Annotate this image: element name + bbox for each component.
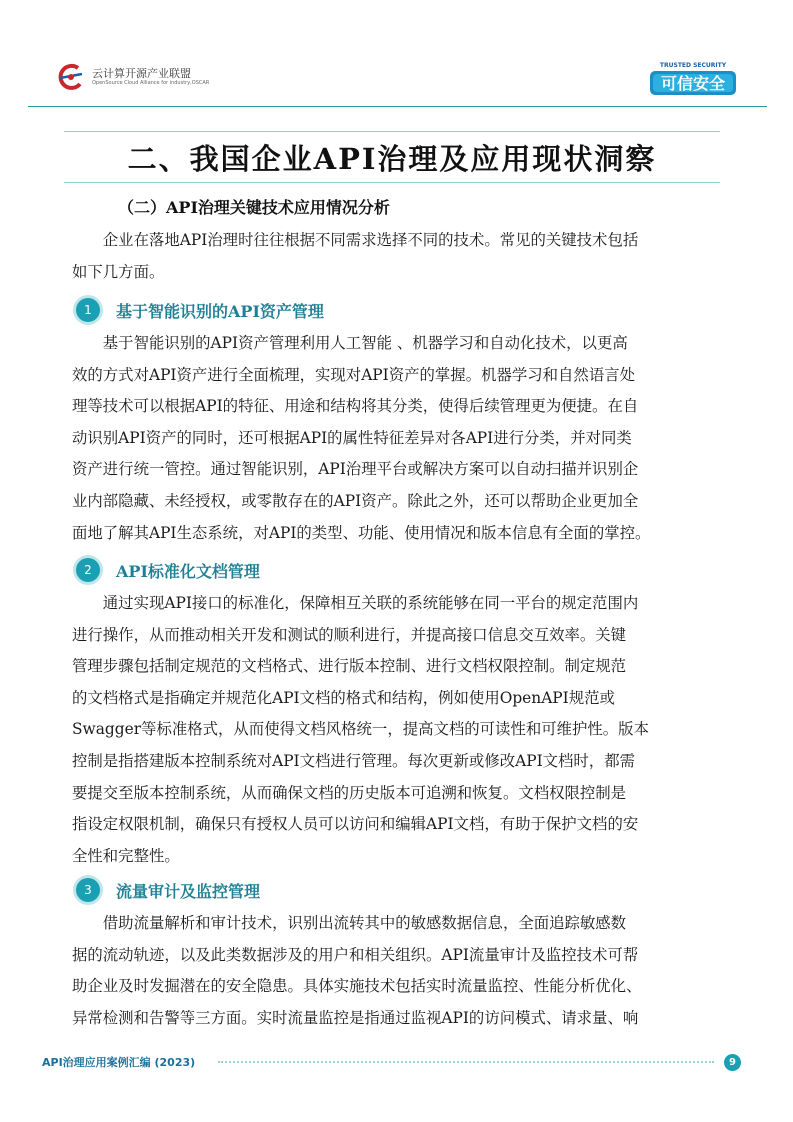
section-title: API标准化文档管理 — [116, 561, 260, 581]
section-1-paragraph — [72, 328, 722, 549]
header-divider — [28, 106, 767, 107]
text-line: 效的方式对API资产进行全面梳理，实现对API资产的掌握。机器学习和自然语言处 — [72, 365, 635, 384]
footer-dotted-rule — [218, 1061, 714, 1063]
section-3-paragraph — [72, 908, 722, 1034]
section-2-paragraph — [72, 588, 722, 872]
text-line: 进行操作，从而推动相关开发和测试的顺利进行，并提高接口信息交互效率。关键 — [72, 625, 627, 644]
text-line: 动识别API资产的同时，还可根据API的属性特征差异对各API进行分类，并对同类 — [72, 428, 632, 447]
title-rule-top — [64, 131, 720, 132]
section-number-badge: 3 — [76, 878, 100, 902]
text-line: 要提交至版本控制系统，从而确保文档的历史版本可追溯和恢复。文档权限控制是 — [72, 783, 627, 802]
section-number-badge: 1 — [76, 298, 100, 322]
trusted-security-caption: TRUSTED SECURITY — [659, 62, 727, 69]
section-heading-1 — [76, 298, 324, 322]
text-line: 助企业及时发掘潜在的安全隐患。具体实施技术包括实时流量监控、性能分析优化、 — [72, 977, 642, 996]
text-line: 异常检测和告警等三方面。实时流量监控是指通过监视API的访问模式、请求量、响 — [72, 1008, 639, 1027]
text-line: 全性和完整性。 — [72, 846, 180, 865]
text-line: 如下几方面。 — [72, 262, 165, 281]
text-line: 指设定权限机制，确保只有授权人员可以访问和编辑API文档，有助于保护文档的安 — [72, 815, 639, 834]
text-line: 的文档格式是指确定并规范化API文档的格式和结构，例如使用OpenAPI规范或 — [72, 688, 615, 707]
section-title: 基于智能识别的API资产管理 — [116, 301, 324, 321]
intro-paragraph — [72, 225, 722, 288]
text-line: 理等技术可以根据API的特征、用途和结构将其分类，使得后续管理更为便捷。在自 — [72, 397, 639, 416]
page-header — [0, 0, 793, 110]
text-line: 基于智能识别的API资产管理利用人工智能 、机器学习和自动化技术，以更高 — [72, 334, 628, 352]
text-line: 业内部隐藏、未经授权，或零散存在的API资产。除此之外，还可以帮助企业更加全 — [72, 491, 639, 510]
trusted-security-title: 可信安全 — [660, 74, 726, 93]
oscar-logo-icon — [56, 62, 86, 92]
section-number-badge: 2 — [76, 558, 100, 582]
page-number: 9 — [724, 1054, 741, 1071]
text-line: 面地了解其API生态系统，对API的类型、功能、使用情况和版本信息有全面的掌控。 — [72, 523, 651, 542]
text-line: 据的流动轨迹，以及此类数据涉及的用户和相关组织。API流量审计及监控技术可帮 — [72, 945, 639, 964]
text-line: 资产进行统一管控。通过智能识别，API治理平台或解决方案可以自动扫描并识别企 — [72, 460, 639, 479]
section-heading-3 — [76, 878, 260, 902]
trusted-security-logo — [648, 58, 738, 98]
oscar-logo-cn: 云计算开源产业联盟 — [92, 67, 191, 80]
section-title: 流量审计及监控管理 — [116, 881, 261, 901]
oscar-logo-en: OpenSource Cloud Alliance for industry,OSCAR — [92, 80, 210, 86]
text-line: Swagger等标准格式，从而使得文档风格统一，提高文档的可读性和可维护性。版本 — [72, 720, 649, 739]
section-heading-2 — [76, 558, 260, 582]
text-line: 控制是指搭建版本控制系统对API文档进行管理。每次更新或修改API文档时，都需 — [72, 751, 635, 770]
page-title: 二、我国企业API治理及应用现状洞察 — [127, 142, 657, 176]
text-line: 管理步骤包括制定规范的文档格式、进行版本控制、进行文档权限控制。制定规范 — [72, 657, 627, 676]
text-line: 企业在落地API治理时往往根据不同需求选择不同的技术。常见的关键技术包括 — [72, 231, 639, 249]
text-line: 借助流量解析和审计技术，识别出流转其中的敏感数据信息，全面追踪敏感数 — [72, 914, 627, 932]
title-rule-bottom — [64, 182, 720, 183]
section-subtitle: （二）API治理关键技术应用情况分析 — [118, 198, 390, 217]
footer-title: API治理应用案例汇编 (2023) — [42, 1056, 196, 1069]
text-line: 通过实现API接口的标准化，保障相互关联的系统能够在同一平台的规定范围内 — [72, 594, 639, 612]
oscar-logo — [56, 62, 209, 92]
